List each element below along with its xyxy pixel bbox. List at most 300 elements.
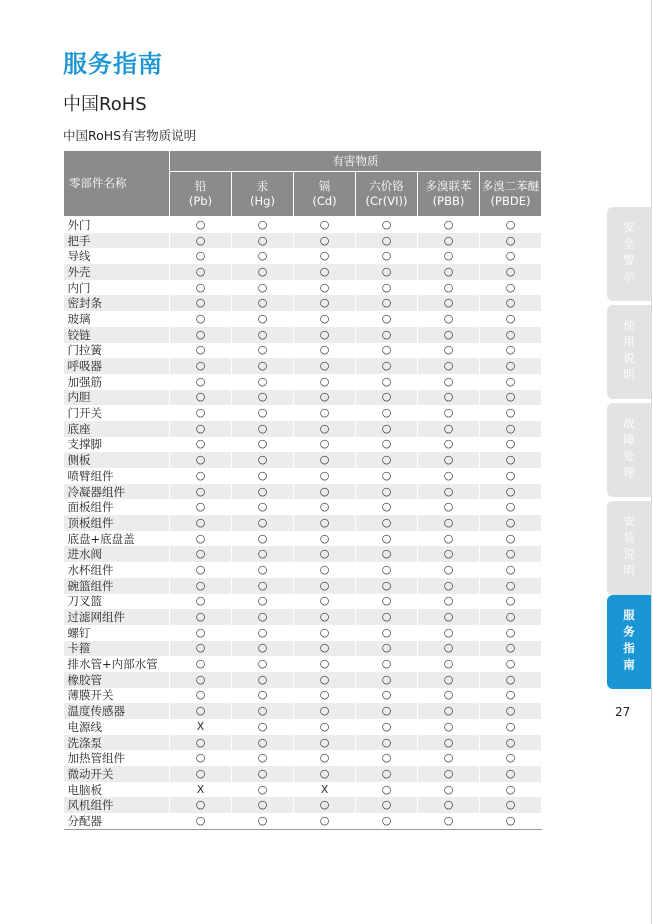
part-name-cell: 外门 bbox=[64, 217, 170, 233]
substance-mark-cell: ○ bbox=[480, 421, 542, 437]
substance-mark-cell: ○ bbox=[294, 797, 356, 813]
table-row bbox=[64, 531, 542, 547]
table-row bbox=[64, 750, 542, 766]
substance-mark-cell: ○ bbox=[418, 719, 480, 735]
substance-mark-cell: ○ bbox=[480, 515, 542, 531]
substance-mark-cell: ○ bbox=[418, 750, 480, 766]
substance-mark-cell: ○ bbox=[294, 546, 356, 562]
substance-mark-cell: ○ bbox=[232, 719, 294, 735]
substance-mark-cell: ○ bbox=[232, 295, 294, 311]
table-row bbox=[64, 248, 542, 264]
substance-mark-cell: ○ bbox=[232, 750, 294, 766]
substance-mark-cell: ○ bbox=[356, 719, 418, 735]
substance-mark-cell: ○ bbox=[418, 484, 480, 500]
table-row bbox=[64, 703, 542, 719]
table-row bbox=[64, 295, 542, 311]
substance-mark-cell: ○ bbox=[480, 264, 542, 280]
substance-mark-cell: ○ bbox=[232, 499, 294, 515]
part-name-cell: 呼吸器 bbox=[64, 358, 170, 374]
substance-mark-cell: ○ bbox=[170, 452, 232, 468]
substance-mark-cell: ○ bbox=[480, 468, 542, 484]
substance-mark-cell: ○ bbox=[232, 343, 294, 359]
substance-mark-cell: ○ bbox=[356, 248, 418, 264]
substance-mark-cell: ○ bbox=[294, 703, 356, 719]
substance-mark-cell: ○ bbox=[170, 233, 232, 249]
table-row bbox=[64, 672, 542, 688]
substance-mark-cell: ○ bbox=[170, 735, 232, 751]
substance-mark-cell: ○ bbox=[294, 625, 356, 641]
table-row bbox=[64, 499, 542, 515]
substance-mark-cell: ○ bbox=[356, 766, 418, 782]
substance-mark-cell: ○ bbox=[170, 217, 232, 233]
part-name-cell: 薄膜开关 bbox=[64, 688, 170, 704]
substance-mark-cell: ○ bbox=[294, 217, 356, 233]
substance-mark-cell: ○ bbox=[480, 797, 542, 813]
substance-mark-cell: ○ bbox=[356, 594, 418, 610]
substance-mark-cell: ○ bbox=[418, 562, 480, 578]
substance-mark-cell: ○ bbox=[356, 562, 418, 578]
part-name-cell: 电脑板 bbox=[64, 782, 170, 798]
substance-name: 多溴二苯醚 bbox=[481, 179, 540, 193]
substance-mark-cell: ○ bbox=[356, 499, 418, 515]
substance-mark-cell: ○ bbox=[232, 594, 294, 610]
substance-mark-cell: ○ bbox=[294, 609, 356, 625]
substance-mark-cell: ○ bbox=[480, 390, 542, 406]
substance-mark-cell: ○ bbox=[232, 797, 294, 813]
substance-mark-cell: ○ bbox=[232, 735, 294, 751]
table-row bbox=[64, 358, 542, 374]
substance-mark-cell: ○ bbox=[232, 405, 294, 421]
substance-mark-cell: ○ bbox=[170, 311, 232, 327]
substance-mark-cell: ○ bbox=[232, 311, 294, 327]
table-row bbox=[64, 797, 542, 813]
substance-mark-cell: ○ bbox=[480, 248, 542, 264]
substance-mark-cell: ○ bbox=[294, 656, 356, 672]
substance-mark-cell: ○ bbox=[170, 578, 232, 594]
substance-mark-cell: ○ bbox=[232, 625, 294, 641]
substance-mark-cell: ○ bbox=[294, 358, 356, 374]
substance-mark-cell: ○ bbox=[356, 311, 418, 327]
substance-mark-cell: ○ bbox=[294, 343, 356, 359]
substance-name: 多溴联苯 bbox=[425, 179, 472, 193]
substance-mark-cell: ○ bbox=[232, 515, 294, 531]
table-row bbox=[64, 374, 542, 390]
substance-mark-cell: ○ bbox=[480, 688, 542, 704]
substance-mark-cell: ○ bbox=[294, 594, 356, 610]
table-row bbox=[64, 233, 542, 249]
substance-mark-cell: ○ bbox=[170, 515, 232, 531]
part-name-cell: 螺钉 bbox=[64, 625, 170, 641]
substance-mark-cell: ○ bbox=[418, 343, 480, 359]
substance-name: 汞 bbox=[256, 179, 269, 193]
substance-symbol: (Cd) bbox=[312, 194, 337, 208]
substance-mark-cell: ○ bbox=[356, 452, 418, 468]
substance-mark-cell: ○ bbox=[480, 782, 542, 798]
substance-header bbox=[232, 172, 294, 217]
substance-mark-cell: ○ bbox=[418, 609, 480, 625]
substance-mark-cell: ○ bbox=[418, 248, 480, 264]
side-tab-1[interactable] bbox=[607, 207, 651, 301]
substance-mark-cell: ○ bbox=[418, 233, 480, 249]
side-tab-label: 服务指南 bbox=[622, 609, 636, 675]
substance-mark-cell: ○ bbox=[294, 421, 356, 437]
substance-mark-cell: ○ bbox=[232, 562, 294, 578]
substance-mark-cell: ○ bbox=[418, 766, 480, 782]
substance-symbol: (Pb) bbox=[188, 194, 213, 208]
substance-mark-cell: X bbox=[170, 782, 232, 798]
substance-mark-cell: ○ bbox=[480, 578, 542, 594]
side-tab-label: 故障处理 bbox=[622, 417, 636, 483]
side-tab-5[interactable] bbox=[607, 595, 651, 689]
substance-mark-cell: ○ bbox=[232, 452, 294, 468]
substance-mark-cell: ○ bbox=[170, 656, 232, 672]
substance-mark-cell: ○ bbox=[170, 390, 232, 406]
substance-mark-cell: ○ bbox=[232, 813, 294, 829]
table-row bbox=[64, 546, 542, 562]
substance-mark-cell: ○ bbox=[232, 546, 294, 562]
section-title: 服务指南 bbox=[63, 50, 163, 78]
part-name-cell: 铰链 bbox=[64, 327, 170, 343]
substance-mark-cell: ○ bbox=[356, 437, 418, 453]
substance-mark-cell: ○ bbox=[294, 280, 356, 296]
substance-mark-cell: ○ bbox=[356, 546, 418, 562]
substance-mark-cell: ○ bbox=[418, 280, 480, 296]
substance-mark-cell: ○ bbox=[356, 264, 418, 280]
substance-mark-cell: ○ bbox=[480, 327, 542, 343]
substance-mark-cell: ○ bbox=[418, 374, 480, 390]
substance-mark-cell: ○ bbox=[170, 531, 232, 547]
substance-mark-cell: ○ bbox=[356, 531, 418, 547]
substance-mark-cell: ○ bbox=[480, 750, 542, 766]
rohs-table bbox=[63, 150, 542, 830]
substance-mark-cell: ○ bbox=[356, 672, 418, 688]
substance-mark-cell: ○ bbox=[418, 217, 480, 233]
side-tab-2[interactable] bbox=[607, 305, 651, 399]
part-name-cell: 面板组件 bbox=[64, 499, 170, 515]
substance-mark-cell: ○ bbox=[232, 390, 294, 406]
substance-mark-cell: ○ bbox=[480, 672, 542, 688]
substance-mark-cell: ○ bbox=[170, 766, 232, 782]
substance-mark-cell: ○ bbox=[418, 437, 480, 453]
substance-mark-cell: ○ bbox=[480, 405, 542, 421]
part-name-cell: 侧板 bbox=[64, 452, 170, 468]
substance-name: 六价铬 bbox=[369, 179, 404, 193]
substance-mark-cell: ○ bbox=[356, 358, 418, 374]
substance-mark-cell: X bbox=[294, 782, 356, 798]
substance-mark-cell: ○ bbox=[356, 374, 418, 390]
substance-mark-cell: ○ bbox=[480, 641, 542, 657]
part-name-cell: 刀叉篮 bbox=[64, 594, 170, 610]
table-row bbox=[64, 594, 542, 610]
substance-mark-cell: ○ bbox=[480, 311, 542, 327]
table-row bbox=[64, 468, 542, 484]
substance-mark-cell: ○ bbox=[170, 374, 232, 390]
substance-mark-cell: ○ bbox=[356, 515, 418, 531]
substance-mark-cell: ○ bbox=[232, 578, 294, 594]
substance-mark-cell: ○ bbox=[356, 797, 418, 813]
substance-mark-cell: ○ bbox=[356, 484, 418, 500]
substance-mark-cell: ○ bbox=[418, 797, 480, 813]
substance-mark-cell: ○ bbox=[356, 468, 418, 484]
table-row bbox=[64, 405, 542, 421]
table-row bbox=[64, 327, 542, 343]
substance-mark-cell: ○ bbox=[294, 641, 356, 657]
table-row bbox=[64, 421, 542, 437]
substance-mark-cell: ○ bbox=[480, 625, 542, 641]
part-name-cell: 加强筋 bbox=[64, 374, 170, 390]
substance-mark-cell: ○ bbox=[356, 327, 418, 343]
substance-mark-cell: ○ bbox=[232, 327, 294, 343]
substance-mark-cell: ○ bbox=[294, 390, 356, 406]
substance-mark-cell: ○ bbox=[294, 468, 356, 484]
substance-symbol: (Hg) bbox=[250, 194, 275, 208]
substance-mark-cell: ○ bbox=[480, 594, 542, 610]
substance-mark-cell: ○ bbox=[232, 374, 294, 390]
table-row bbox=[64, 390, 542, 406]
substance-mark-cell: ○ bbox=[480, 609, 542, 625]
part-name-cell: 排水管+内部水管 bbox=[64, 656, 170, 672]
substance-mark-cell: ○ bbox=[232, 248, 294, 264]
substance-mark-cell: ○ bbox=[418, 703, 480, 719]
table-row bbox=[64, 609, 542, 625]
substance-mark-cell: ○ bbox=[418, 672, 480, 688]
substance-mark-cell: ○ bbox=[480, 358, 542, 374]
table-caption: 中国RoHS有害物质说明 bbox=[63, 128, 197, 143]
substance-mark-cell: ○ bbox=[418, 515, 480, 531]
substance-mark-cell: ○ bbox=[418, 546, 480, 562]
substance-header bbox=[480, 172, 542, 217]
substance-mark-cell: ○ bbox=[170, 797, 232, 813]
page-edge-divider bbox=[651, 0, 652, 924]
part-name-cell: 底座 bbox=[64, 421, 170, 437]
substance-mark-cell: ○ bbox=[170, 672, 232, 688]
part-name-cell: 碗篮组件 bbox=[64, 578, 170, 594]
substance-mark-cell: ○ bbox=[356, 280, 418, 296]
table-row bbox=[64, 735, 542, 751]
part-name-cell: 玻璃 bbox=[64, 311, 170, 327]
substance-mark-cell: ○ bbox=[170, 703, 232, 719]
table-row bbox=[64, 311, 542, 327]
substance-mark-cell: ○ bbox=[418, 531, 480, 547]
table-row bbox=[64, 766, 542, 782]
substance-mark-cell: ○ bbox=[232, 609, 294, 625]
substance-mark-cell: ○ bbox=[480, 437, 542, 453]
substance-mark-cell: ○ bbox=[356, 421, 418, 437]
substance-mark-cell: ○ bbox=[418, 594, 480, 610]
substance-mark-cell: ○ bbox=[418, 641, 480, 657]
part-name-cell: 卡箍 bbox=[64, 641, 170, 657]
part-name-cell: 喷臂组件 bbox=[64, 468, 170, 484]
substance-mark-cell: ○ bbox=[170, 468, 232, 484]
page-number: 27 bbox=[615, 705, 631, 719]
part-name-cell: 冷凝器组件 bbox=[64, 484, 170, 500]
substance-mark-cell: ○ bbox=[356, 233, 418, 249]
substance-header bbox=[418, 172, 480, 217]
part-name-cell: 温度传感器 bbox=[64, 703, 170, 719]
table-row bbox=[64, 515, 542, 531]
substance-mark-cell: ○ bbox=[418, 421, 480, 437]
substance-mark-cell: ○ bbox=[480, 343, 542, 359]
substance-mark-cell: ○ bbox=[170, 295, 232, 311]
substance-header bbox=[356, 172, 418, 217]
substance-mark-cell: ○ bbox=[356, 782, 418, 798]
table-row bbox=[64, 484, 542, 500]
side-tab-3[interactable] bbox=[607, 403, 651, 497]
hazard-header: 有害物质 bbox=[170, 151, 542, 172]
substance-mark-cell: ○ bbox=[480, 499, 542, 515]
substance-mark-cell: ○ bbox=[418, 782, 480, 798]
substance-symbol: (Cr(VI)) bbox=[365, 194, 408, 208]
substance-mark-cell: ○ bbox=[232, 217, 294, 233]
part-name-cell: 电源线 bbox=[64, 719, 170, 735]
substance-mark-cell: ○ bbox=[480, 217, 542, 233]
substance-mark-cell: ○ bbox=[294, 813, 356, 829]
substance-mark-cell: ○ bbox=[232, 358, 294, 374]
substance-mark-cell: ○ bbox=[480, 484, 542, 500]
substance-mark-cell: ○ bbox=[170, 594, 232, 610]
subtitle: 中国RoHS bbox=[63, 94, 147, 115]
substance-mark-cell: ○ bbox=[294, 248, 356, 264]
part-name-cell: 密封条 bbox=[64, 295, 170, 311]
part-name-cell: 外壳 bbox=[64, 264, 170, 280]
table-row bbox=[64, 813, 542, 829]
substance-mark-cell: ○ bbox=[170, 688, 232, 704]
substance-mark-cell: ○ bbox=[480, 452, 542, 468]
substance-mark-cell: ○ bbox=[170, 264, 232, 280]
substance-mark-cell: ○ bbox=[170, 609, 232, 625]
part-name-cell: 门开关 bbox=[64, 405, 170, 421]
part-name-cell: 内门 bbox=[64, 280, 170, 296]
side-tab-label: 使用说明 bbox=[622, 319, 636, 385]
table-row bbox=[64, 578, 542, 594]
side-tab-label: 安装说明 bbox=[622, 515, 636, 581]
substance-mark-cell: ○ bbox=[170, 405, 232, 421]
part-name-cell: 洗涤泵 bbox=[64, 735, 170, 751]
substance-mark-cell: ○ bbox=[480, 813, 542, 829]
substance-mark-cell: ○ bbox=[294, 405, 356, 421]
part-name-cell: 内胆 bbox=[64, 390, 170, 406]
substance-mark-cell: ○ bbox=[170, 327, 232, 343]
substance-mark-cell: ○ bbox=[418, 327, 480, 343]
substance-mark-cell: ○ bbox=[418, 264, 480, 280]
substance-mark-cell: ○ bbox=[480, 280, 542, 296]
substance-mark-cell: ○ bbox=[418, 390, 480, 406]
part-name-cell: 把手 bbox=[64, 233, 170, 249]
substance-mark-cell: ○ bbox=[356, 295, 418, 311]
substance-mark-cell: ○ bbox=[418, 625, 480, 641]
substance-mark-cell: ○ bbox=[294, 735, 356, 751]
substance-mark-cell: ○ bbox=[232, 766, 294, 782]
substance-mark-cell: ○ bbox=[418, 813, 480, 829]
substance-name: 镉 bbox=[318, 179, 331, 193]
substance-mark-cell: ○ bbox=[480, 374, 542, 390]
substance-mark-cell: ○ bbox=[480, 562, 542, 578]
table-row bbox=[64, 641, 542, 657]
substance-mark-cell: ○ bbox=[480, 295, 542, 311]
substance-mark-cell: ○ bbox=[294, 437, 356, 453]
substance-header bbox=[294, 172, 356, 217]
substance-mark-cell: ○ bbox=[480, 719, 542, 735]
substance-mark-cell: ○ bbox=[170, 248, 232, 264]
substance-mark-cell: X bbox=[170, 719, 232, 735]
table-row bbox=[64, 562, 542, 578]
substance-mark-cell: ○ bbox=[232, 421, 294, 437]
part-name-cell: 底盘+底盘盖 bbox=[64, 531, 170, 547]
substance-mark-cell: ○ bbox=[480, 735, 542, 751]
substance-mark-cell: ○ bbox=[294, 452, 356, 468]
part-name-header: 零部件名称 bbox=[64, 151, 170, 217]
substance-mark-cell: ○ bbox=[232, 656, 294, 672]
substance-mark-cell: ○ bbox=[480, 546, 542, 562]
substance-mark-cell: ○ bbox=[232, 437, 294, 453]
substance-mark-cell: ○ bbox=[418, 688, 480, 704]
substance-mark-cell: ○ bbox=[232, 641, 294, 657]
substance-mark-cell: ○ bbox=[480, 656, 542, 672]
table-row bbox=[64, 264, 542, 280]
substance-mark-cell: ○ bbox=[232, 233, 294, 249]
substance-mark-cell: ○ bbox=[356, 625, 418, 641]
substance-mark-cell: ○ bbox=[232, 672, 294, 688]
substance-mark-cell: ○ bbox=[418, 358, 480, 374]
substance-mark-cell: ○ bbox=[294, 327, 356, 343]
substance-mark-cell: ○ bbox=[170, 484, 232, 500]
substance-mark-cell: ○ bbox=[418, 468, 480, 484]
substance-mark-cell: ○ bbox=[356, 641, 418, 657]
table-row bbox=[64, 343, 542, 359]
side-tab-label: 安全警示 bbox=[622, 221, 636, 287]
substance-mark-cell: ○ bbox=[232, 468, 294, 484]
substance-mark-cell: ○ bbox=[232, 264, 294, 280]
substance-mark-cell: ○ bbox=[356, 688, 418, 704]
substance-mark-cell: ○ bbox=[480, 766, 542, 782]
substance-mark-cell: ○ bbox=[294, 264, 356, 280]
side-tab-4[interactable] bbox=[607, 501, 651, 595]
substance-mark-cell: ○ bbox=[418, 578, 480, 594]
substance-mark-cell: ○ bbox=[170, 437, 232, 453]
substance-mark-cell: ○ bbox=[480, 703, 542, 719]
substance-mark-cell: ○ bbox=[356, 609, 418, 625]
substance-mark-cell: ○ bbox=[294, 688, 356, 704]
part-name-cell: 导线 bbox=[64, 248, 170, 264]
table-row bbox=[64, 437, 542, 453]
substance-mark-cell: ○ bbox=[170, 625, 232, 641]
substance-mark-cell: ○ bbox=[356, 813, 418, 829]
substance-mark-cell: ○ bbox=[294, 562, 356, 578]
substance-mark-cell: ○ bbox=[170, 813, 232, 829]
substance-mark-cell: ○ bbox=[294, 295, 356, 311]
part-name-cell: 顶板组件 bbox=[64, 515, 170, 531]
table-row bbox=[64, 782, 542, 798]
substance-mark-cell: ○ bbox=[170, 750, 232, 766]
substance-mark-cell: ○ bbox=[294, 499, 356, 515]
substance-mark-cell: ○ bbox=[170, 562, 232, 578]
substance-mark-cell: ○ bbox=[294, 311, 356, 327]
substance-mark-cell: ○ bbox=[418, 735, 480, 751]
part-name-cell: 橡胶管 bbox=[64, 672, 170, 688]
substance-mark-cell: ○ bbox=[294, 719, 356, 735]
substance-mark-cell: ○ bbox=[294, 515, 356, 531]
substance-mark-cell: ○ bbox=[170, 499, 232, 515]
substance-mark-cell: ○ bbox=[170, 280, 232, 296]
substance-mark-cell: ○ bbox=[232, 688, 294, 704]
part-name-cell: 支撑脚 bbox=[64, 437, 170, 453]
part-name-cell: 进水阀 bbox=[64, 546, 170, 562]
substance-mark-cell: ○ bbox=[294, 578, 356, 594]
substance-mark-cell: ○ bbox=[356, 735, 418, 751]
substance-mark-cell: ○ bbox=[356, 343, 418, 359]
substance-symbol: (PBB) bbox=[432, 194, 465, 208]
part-name-cell: 分配器 bbox=[64, 813, 170, 829]
